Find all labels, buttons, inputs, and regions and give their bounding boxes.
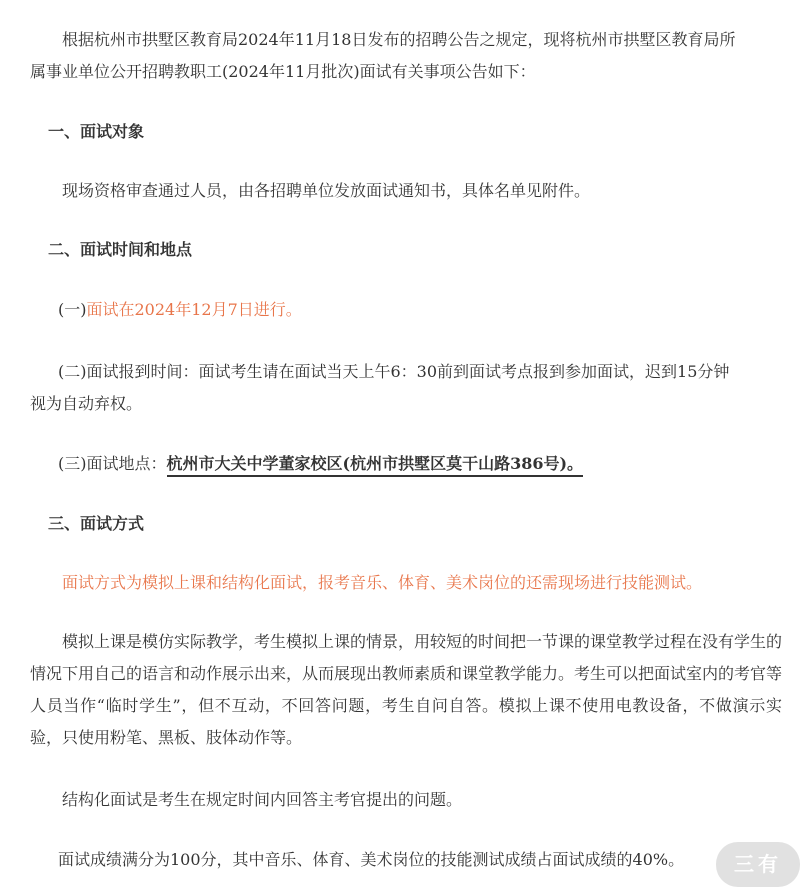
section-3-heading: 三、面试方式 (48, 514, 145, 533)
checkin-time-line-2: 视为自动弃权。 (30, 394, 143, 413)
structured-interview-paragraph: 结构化面试是考生在规定时间内回答主考官提出的问题。 (62, 790, 463, 809)
interview-location-prefix: (三)面试地点： (58, 454, 167, 473)
simulated-lesson-paragraph: 模拟上课是模仿实际教学，考生模拟上课的情景，用较短的时间把一节课的课堂教学过程在没有学生的情况下用自己的语言和动作展示出来，从而展现出教师素质和课堂教学能力。考生可以把面试室内的考官等人员当作“临时学生”，但不互动，不回答问题，考生自问自答。模拟上课不使用电教设备，不做演示实验，只使用粉笔、黑板、肢体动作等。 (30, 632, 783, 747)
interview-date-text: 面试在2024年12月7日进行。 (86, 300, 302, 319)
watermark-badge: 三有 (716, 842, 800, 887)
checkin-time-line-1: (二)面试报到时间：面试考生请在面试当天上午6：30前到面试考点报到参加面试，迟到15分钟 (58, 362, 730, 381)
intro-line-2: 属事业单位公开招聘教职工(2024年11月批次)面试有关事项公告如下： (30, 62, 536, 81)
interview-date-prefix: (一) (58, 300, 87, 319)
intro-line-1: 根据杭州市拱墅区教育局2024年11月18日发布的招聘公告之规定，现将杭州市拱墅区教育局所 (62, 30, 736, 49)
score-paragraph: 面试成绩满分为100分，其中音乐、体育、美术岗位的技能测试成绩占面试成绩的40%。 (58, 850, 685, 869)
interview-date-item (58, 300, 302, 320)
interview-location-address: 杭州市大关中学董家校区(杭州市拱墅区莫干山路386号)。 (167, 454, 584, 477)
interview-method-highlight: 面试方式为模拟上课和结构化面试，报考音乐、体育、美术岗位的还需现场进行技能测试。 (62, 573, 703, 592)
interview-location-item (58, 454, 583, 474)
section-2-heading: 二、面试时间和地点 (48, 240, 193, 259)
section-1-body: 现场资格审查通过人员，由各招聘单位发放面试通知书，具体名单见附件。 (62, 181, 591, 200)
section-1-heading: 一、面试对象 (48, 122, 145, 141)
